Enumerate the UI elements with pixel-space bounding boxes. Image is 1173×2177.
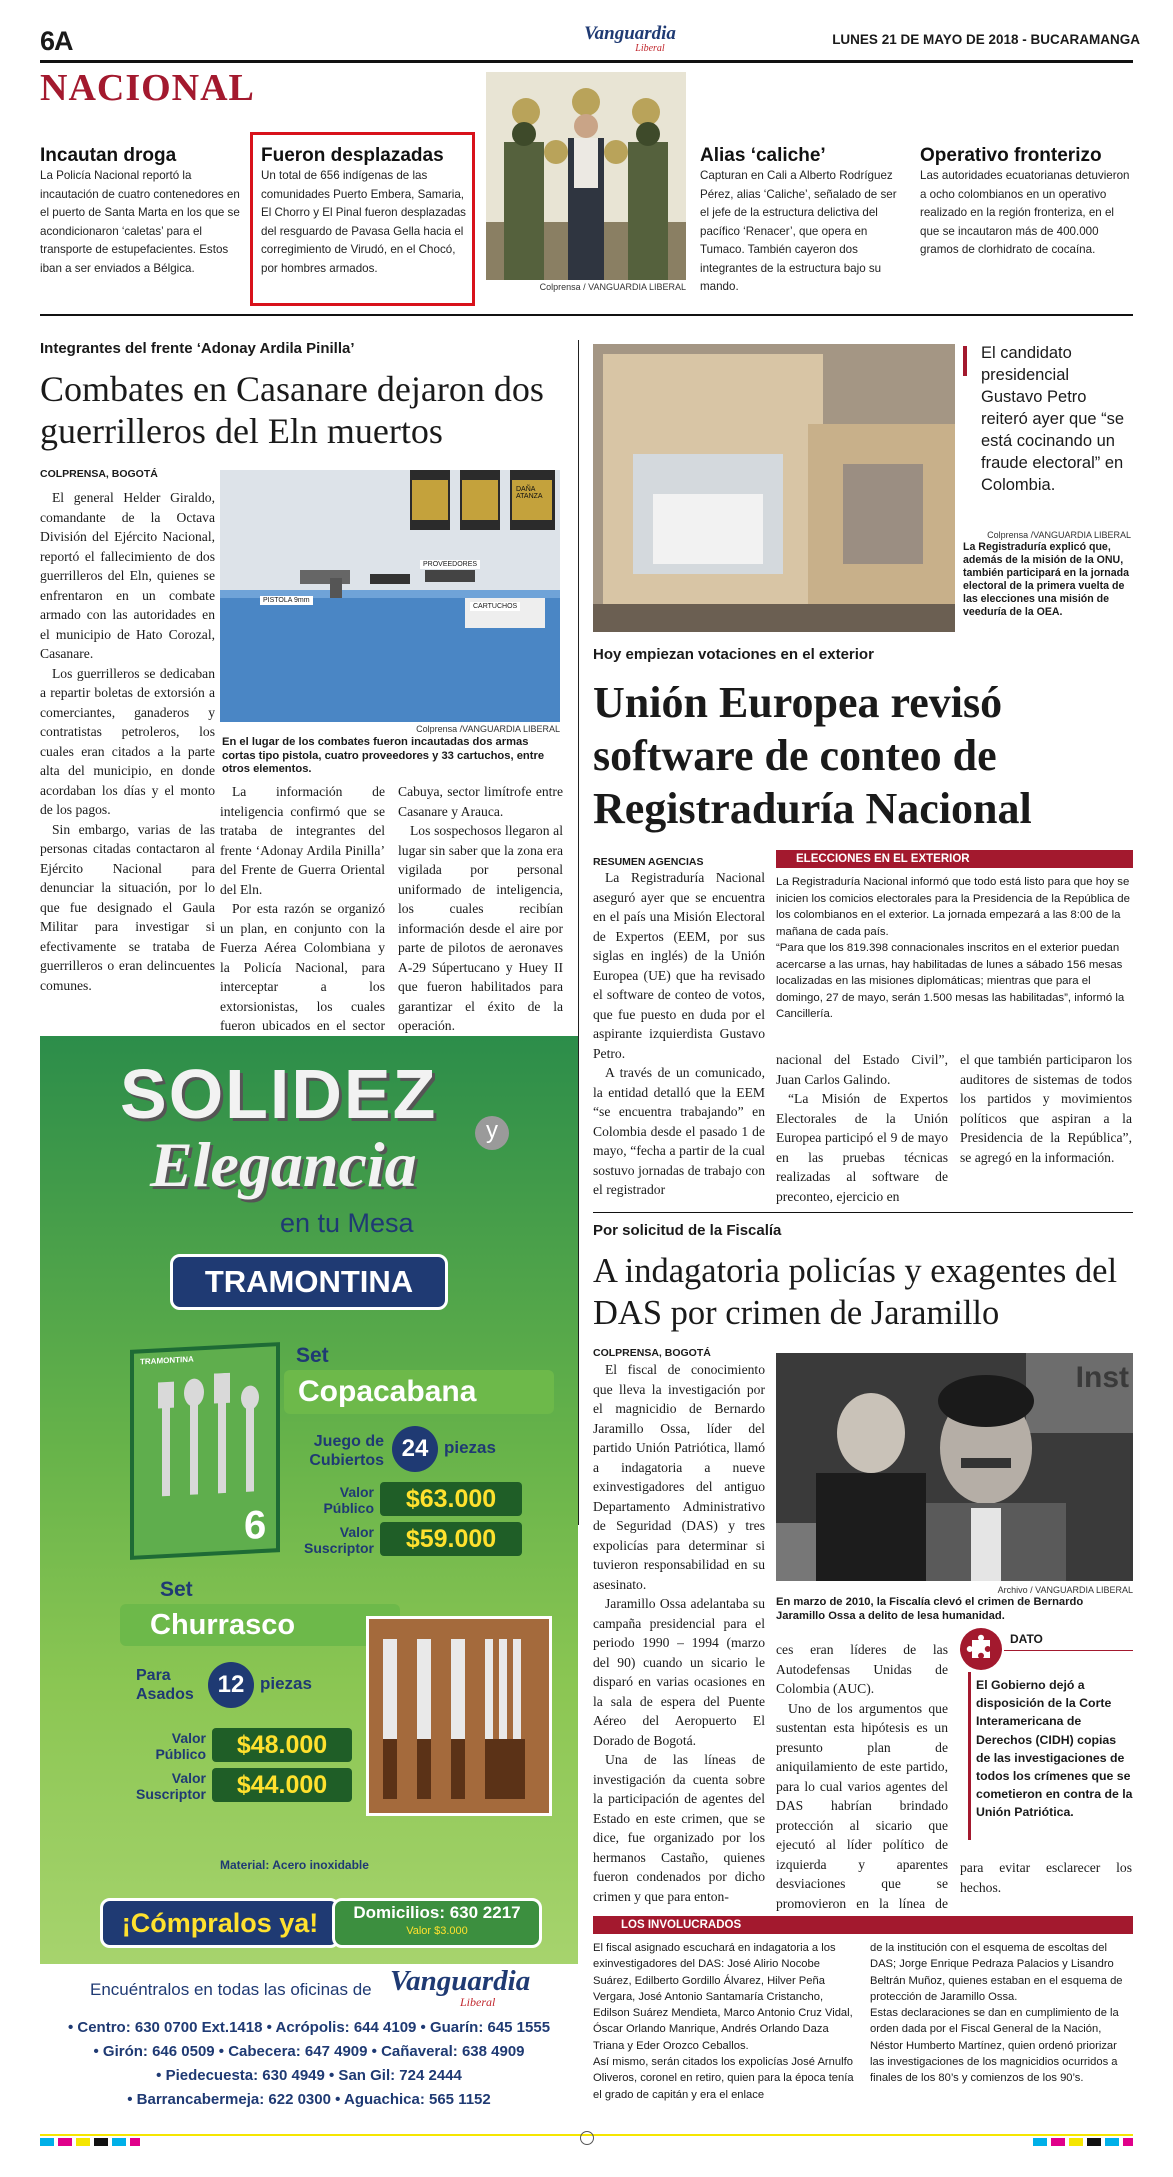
paragraph: Los sospechosos llegaron al lugar sin saber que la zona era vigilada por personal uniformado de inteligencia, los cuales recibían información desde el aire por parte de pilotos de aeronaves A-29 Súpertucano y Huey II que fueron habilitados para garantizar el éxito de la operación. — [398, 823, 563, 1033]
paragraph: La información de inteligencia confirmó que se trataba de integrantes del frente ‘Adonay Ardila Pinilla’ del Frente de Guerra Oriental del Eln. — [220, 784, 385, 897]
brief-text: La Policía Nacional reportó la incautación de cuatro contenedores en el puerto de Santa Marta en los que se acondicionaron ‘caletas’ para el transporte de estupefacientes. Estos iban a ser enviados a Bélgica. — [40, 169, 240, 275]
set2-price-public: $48.000 — [212, 1728, 352, 1762]
top-photo-credit: Colprensa / VANGUARDIA LIBERAL — [539, 282, 686, 292]
brief-border — [920, 145, 1130, 260]
paragraph: nacional del Estado Civil”, Juan Carlos Galindo. — [776, 1052, 948, 1087]
column-divider — [578, 340, 579, 1525]
contact-line: • Barrancabermeja: 622 0300 • Aguachica: 565 1152 — [127, 2091, 491, 2108]
offices-brand — [390, 1966, 530, 2008]
paragraph: “La Misión de Expertos Electorales de la Unión Europea participó el 9 de mayo en las pruebas técnicas realizadas al software de preconteo, ejercicio en — [776, 1091, 948, 1204]
paragraph: de la institución con el esquema de escoltas del DAS; Jorge Enrique Pedraza Palacios y Lisandro Beltrán Muñoz, quienes estaban en el esquema de protección de Jaramillo Ossa. — [870, 1942, 1123, 2003]
casanare-headline: Combates en Casanare dejaron dos guerrilleros del Eln muertos — [40, 369, 544, 451]
story-rule — [593, 1212, 1133, 1213]
cutlery-box-brand: TRAMONTINA — [140, 1354, 194, 1367]
casanare-kicker: Integrantes del frente ‘Adonay Ardila Pinilla’ — [40, 340, 355, 357]
section-title: NACIONAL — [40, 67, 255, 109]
paragraph: El fiscal de conocimiento que lleva la investigación por el magnicidio de Bernardo Jaramillo Ossa, líder del partido Unión Patriótica, llamó a indagatoria a nueve exinvestigadores del antiguo Departamento Administrativo de Seguridad (DAS) y tres expolicías para determinar si tuvieron responsabilidad en su asesinato. — [593, 1362, 765, 1592]
paragraph: Los guerrilleros se dedicaban a repartir boletas de extorsión a comerciantes, ganaderos y contratistas petroleros, los cuales eran citados a la parte alta del municipio, en donde acordaban los días y el monto de los pagos. — [40, 665, 215, 817]
dato-side-bar — [968, 1672, 971, 1840]
offices-brand-sub: Liberal — [460, 1995, 496, 2009]
arrest-photo-art — [486, 72, 686, 280]
photo-label: CARTUCHOS — [470, 602, 520, 611]
registraduria-caption: La Registraduría explicó que, además de la misión de la ONU, también participará en la jornada electoral de la primera vuelta de las elecciones una misión de veeduría de la OEA. — [963, 541, 1130, 618]
jaramillo-caption: En marzo de 2010, la Fiscalía clevó el crimen de Bernardo Jaramillo Ossa a delito de lesa humanidad. — [776, 1596, 1084, 1622]
registraduria-headline: Unión Europea revisó software de conteo de Registraduría Nacional — [593, 678, 1032, 833]
photo-label: PISTOLA 9mm — [260, 596, 313, 605]
ballot-photo-art — [593, 344, 955, 632]
brief-drug — [40, 145, 245, 278]
page-header — [40, 23, 1140, 58]
paragraph: Así mismo, serán citados los expolicías José Arnulfo Oliveros, coronel en retiro, quien para la época tenía el grado de capitán y era el enlace — [593, 2056, 854, 2101]
header-rule — [40, 60, 1133, 63]
registraduria-kicker: Hoy empiezan votaciones en el exterior — [593, 646, 874, 663]
paragraph: el que también participaron los auditores de sistemas de todos los partidos y movimientos políticos que aspiran a la Presidencia de la República”, se agregó en la información. — [960, 1052, 1132, 1165]
paragraph: El general Helder Giraldo, comandante de la Octava División del Ejército Nacional, reportó el fallecimiento de dos guerrilleros del Eln, quienes se enfrentaron en un combate armado con las autoridades en el municipio de Hato Corozal, Casanare. — [40, 490, 215, 661]
brief-title: Fueron desplazadas — [261, 145, 444, 166]
exterior-box-title: ELECCIONES EN EL EXTERIOR — [776, 850, 1133, 868]
registraduria-col3 — [960, 1050, 1132, 1167]
paragraph: Sin embargo, varias de las personas citadas contactaron al Ejército Nacional para denunciar la situación, por lo que fue designado el Gaula Militar para investigar si efectivamente se trataba de guerrilleros o eran delincuentes comunes. — [40, 821, 215, 993]
photo-sign-text: Inst — [1075, 1361, 1129, 1394]
exterior-box-text — [776, 874, 1133, 1023]
brief-title: Alias ‘caliche’ — [700, 145, 826, 166]
cutlery-icon — [150, 1371, 270, 1507]
puzzle-icon — [960, 1628, 1002, 1670]
jaramillo-byline: COLPRENSA, BOGOTÁ — [593, 1347, 711, 1359]
tramontina-ad — [40, 1036, 578, 2119]
dato-box — [960, 1628, 1133, 1844]
delivery-fee: Valor $3.000 — [406, 1925, 468, 1937]
involved-col2 — [870, 1940, 1133, 2087]
paragraph: La Registraduría Nacional aseguró ayer que se encuentra en el país una Misión Electoral de Expertos (EEM, por sus siglas en inglés) de la Unión Europea (UE) que ha revisado el software de conteo de votos, que fue puesto en duda por el aspirante izquierdista Gustavo Petro. — [593, 870, 765, 1061]
masthead-sub: Liberal — [635, 43, 665, 54]
petro-quote: El candidato presidencial Gustavo Petro reiteró ayer que “se está cocinando un fraude electoral” en Colombia. — [981, 344, 1125, 494]
set2-count: 12 — [208, 1662, 254, 1708]
photo-label: PROVEEDORES — [420, 560, 480, 569]
photo-label: DAÑA ATANZA — [516, 486, 543, 500]
jaramillo-headline: A indagatoria policías y exagentes del DAS por crimen de Jaramillo — [593, 1252, 1118, 1332]
registraduria-col1 — [593, 868, 765, 1200]
set2-name-badge: Churrasco — [120, 1604, 400, 1646]
dato-text: El Gobierno dejó a disposición de la Corte Interamericana de Derechos (CIDH) copias de las investigaciones de todos los crímenes que se cometieron en contra de la Unión Patriótica. — [976, 1678, 1133, 1820]
ad-brand-badge: TRAMONTINA — [170, 1254, 448, 1310]
casanare-photo-credit: Colprensa /VANGUARDIA LIBERAL — [416, 724, 560, 734]
ad-subtitle: en tu Mesa — [280, 1208, 414, 1238]
weapons-photo — [220, 470, 560, 722]
paragraph: A través de un comunicado, la entidad detalló que la EEM “se encuentra trabajando” en Colombia desde el pasado 1 de mayo, “fecha a partir de la cual sostuvo jornadas de trabajo con el registrador — [593, 1065, 765, 1197]
jaramillo-col1 — [593, 1360, 765, 1906]
set1-desc: Juego de Cubiertos — [309, 1433, 384, 1469]
cutlery-box-number: 6 — [244, 1502, 267, 1548]
set1-price-subscriber: $59.000 — [380, 1522, 522, 1556]
paragraph: Jaramillo Ossa adelantaba su campaña presidencial para el periodo 1990 – 1994 (marzo del 90) cuando un sicario le disparó en varias ocasiones en la sala de espera del Puente Aéreo del Aeropuerto El Dorado de Bogotá. — [593, 1596, 765, 1748]
offices-brand-name: Vanguardia — [390, 1965, 531, 1997]
dato-title-rule — [1004, 1650, 1133, 1651]
ad-material: Material: Acero inoxidable — [220, 1858, 369, 1872]
quote-bar — [963, 346, 967, 376]
paragraph: Una de las líneas de investigación da cuenta sobre la participación de agentes del Estado en este crimen, que se dice, fue organizado por los hermanos Castaño, quienes fueron condenados por dicho crimen y que para enton- — [593, 1752, 765, 1904]
involved-col1 — [593, 1940, 855, 2103]
contacts — [40, 2016, 578, 2112]
casanare-col2 — [220, 782, 385, 1055]
jaramillo-photo-credit: Archivo / VANGUARDIA LIBERAL — [997, 1585, 1133, 1595]
paragraph: El fiscal asignado escuchará en indagatoria a los exinvestigadores del DAS: José Alirio Nocobe Suárez, Edilberto Gordillo Álvarez, Hilver Peña Vergara, José Antonio Santamaría Cristancho, Edilson Suárez Mendieta, Marco Antonio Cruz Vidal, Óscar Orlando Manrique, Andrés Orlando Daza Triana y Eder Orozco Ceballos. — [593, 1942, 853, 2052]
delivery-phone: Domicilios: 630 2217 — [353, 1903, 521, 1922]
delivery-badge — [332, 1898, 542, 1948]
cutlery-box-image — [130, 1342, 280, 1560]
date-line: LUNES 21 DE MAYO DE 2018 - BUCARAMANGA — [832, 32, 1140, 47]
ad-y-badge: y — [475, 1116, 509, 1150]
registraduria-byline: RESUMEN AGENCIAS — [593, 856, 704, 868]
brief-displaced — [261, 145, 466, 278]
jaramillo-kicker: Por solicitud de la Fiscalía — [593, 1222, 782, 1239]
set1-label-public: Valor Público — [323, 1484, 374, 1516]
knife-icon — [369, 1619, 549, 1813]
color-registration-strip — [1033, 2138, 1133, 2146]
masthead-logo — [555, 24, 705, 54]
set2-price-subscriber: $44.000 — [212, 1768, 352, 1802]
set2-desc: Para Asados — [136, 1667, 194, 1703]
paragraph: Por esta razón se organizó un plan, en conjunto con la Fuerza Aérea Colombiana y la Policía Nacional, para interceptar a los extorsionistas, los cuales fueron ubicados en el sector — [220, 901, 385, 1033]
paragraph: ces eran líderes de las Autodefensas Unidas de Colombia (AUC). — [776, 1642, 948, 1696]
set2-label: Set — [160, 1578, 193, 1601]
ad-title-elegancia: Elegancia — [150, 1129, 417, 1200]
set1-count: 24 — [392, 1426, 438, 1472]
brief-text: Las autoridades ecuatorianas detuvieron a ocho colombianos en un operativo realizado en la región fronteriza, en el que se incautaron más de 400.000 gramos de clorhidrato de cocaína. — [920, 169, 1130, 256]
casanare-caption: En el lugar de los combates fueron incautadas dos armas cortas tipo pistola, cuatro proveedores y 33 cartuchos, entre otros elementos. — [222, 736, 545, 775]
paragraph: Cabuya, sector limítrofe entre Casanare y Arauca. — [398, 784, 563, 819]
brief-caliche — [700, 145, 905, 297]
set2-label-subscriber: Valor Suscriptor — [135, 1770, 206, 1802]
page-number: 6A — [40, 26, 73, 56]
set2-unit: piezas — [260, 1674, 312, 1693]
involved-box — [593, 1916, 1133, 1934]
paragraph: “Para que los 819.398 connacionales inscritos en el exterior puedan acercarse a las urnas, hay habilitadas de lunes a sábado 156 mesas localizadas en las misiones diplomáticas; mientras que para el domingo, 27 de mayo, serán 1.500 mesas las habilitadas”, informó la Cancillería. — [776, 942, 1125, 1020]
arrest-photo — [486, 72, 686, 280]
offices-text: Encuéntralos en todas las oficinas de — [90, 1980, 372, 1999]
brief-text: Un total de 656 indígenas de las comunidades Puerto Embera, Samaria, El Chorro y El Pinal fueron desplazadas del resguardo de Pavasa Gella hacia el corregimiento de Virudó, en el Chocó, por hombres armados. — [261, 169, 466, 275]
casanare-col3 — [398, 782, 563, 1036]
knife-set-image — [366, 1616, 552, 1816]
set1-unit: piezas — [444, 1438, 496, 1457]
masthead-name: Vanguardia — [584, 23, 676, 44]
casanare-byline: COLPRENSA, BOGOTÁ — [40, 468, 158, 480]
color-registration-strip — [40, 2138, 140, 2146]
involved-box-title: LOS INVOLUCRADOS — [593, 1916, 1133, 1934]
paragraph: La Registraduría Nacional informó que todo está listo para que hoy se inicien los comicios electorales para la Presidencia de la República de los colombianos en el exterior. La jornada empezará a las 8:00 de la mañana de cada país. — [776, 876, 1130, 938]
exterior-box — [776, 850, 1133, 1023]
brief-text: Capturan en Cali a Alberto Rodríguez Pérez, alias ‘Caliche’, señalado de ser el jefe de la estructura delictiva del pacífico ‘Renacer’, que opera en Tumaco. También cayeron dos integrantes de la estructura bajo su mando. — [700, 169, 897, 293]
set1-price-public: $63.000 — [380, 1482, 522, 1516]
jaramillo-photo — [776, 1353, 1133, 1581]
contact-line: • Centro: 630 0700 Ext.1418 • Acrópolis: 644 4109 • Guarín: 645 1555 — [67, 2019, 551, 2036]
contact-line: • Piedecuesta: 630 4949 • San Gil: 724 2444 — [156, 2067, 462, 2084]
paragraph: Estas declaraciones se dan en cumplimiento de la orden dada por el Fiscal General de la Nación, Néstor Humberto Martínez, quien ordenó priorizar las investigaciones de los magnicidios ocurridos a finales de los 80’s y comienzos de los 90’s. — [870, 2007, 1119, 2085]
set1-label-subscriber: Valor Suscriptor — [303, 1524, 374, 1556]
casanare-col1 — [40, 488, 215, 995]
brief-title: Operativo fronterizo — [920, 145, 1102, 166]
set1-name-badge: Copacabana — [284, 1370, 554, 1414]
briefs-rule — [40, 314, 1133, 316]
paragraph: para evitar esclarecer los hechos. — [960, 1860, 1132, 1895]
cta-badge: ¡Cómpralos ya! — [100, 1898, 340, 1948]
registraduria-photo-credit: Colprensa /VANGUARDIA LIBERAL — [987, 530, 1131, 540]
ad-title-solidez: SOLIDEZ — [120, 1055, 438, 1133]
contact-line: • Girón: 646 0509 • Cabecera: 647 4909 • Cañaveral: 638 4909 — [93, 2043, 525, 2060]
dato-title: DATO — [1010, 1632, 1043, 1646]
registration-target-icon — [580, 2131, 594, 2145]
ballot-photo — [593, 344, 955, 632]
set2-label-public: Valor Público — [155, 1730, 206, 1762]
jaramillo-col3 — [960, 1858, 1132, 1897]
paragraph: Uno de los argumentos que sustentan esta hipótesis es un presunto plan de aniquilamiento de este partido, para lo cual varios agentes del DAS habrían brindado protección al sicario que ejecutó al líder político de izquierda y aparentes desviaciones que se promovieron en la línea de — [776, 1700, 948, 1911]
jaramillo-col2 — [776, 1640, 948, 1933]
set1-label: Set — [296, 1344, 329, 1367]
brief-title: Incautan droga — [40, 145, 177, 166]
registraduria-col2 — [776, 1050, 948, 1206]
